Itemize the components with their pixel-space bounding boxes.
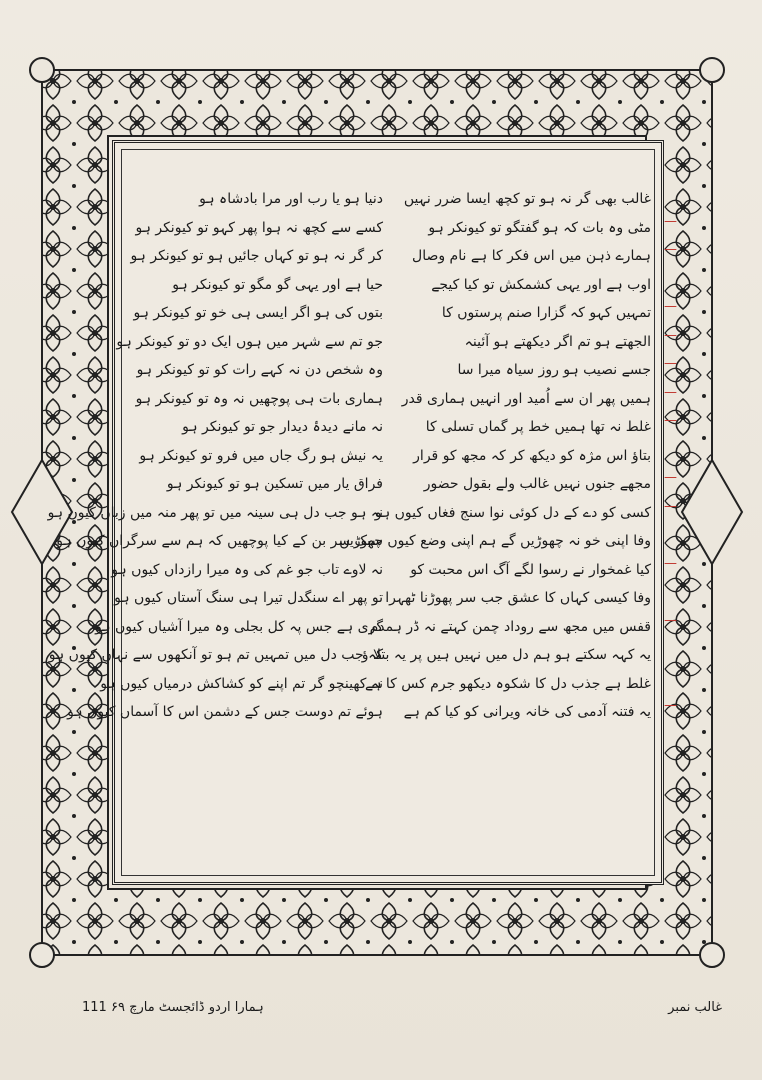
verse-line: فراق یار میں تسکین ہو تو کیونکر ہو bbox=[166, 476, 383, 492]
verse-line: جو تم سے شہر میں ہوں ایک دو تو کیونکر ہو bbox=[116, 333, 383, 350]
verse-line: کیا غمخوار نے رسوا لگے آگ اس محبت کو bbox=[410, 561, 651, 578]
verse-line: نہ ہو جب دل ہی سینہ میں تو پھر منہ میں زباں کیوں ہو bbox=[47, 504, 383, 521]
verse-line: کسی کو دے کے دل کوئی نوا سنج فغاں کیوں ہو bbox=[374, 504, 651, 521]
footer-journal bbox=[74, 1000, 264, 1015]
verse-line: قفس میں مجھ سے روداد چمن کہتے نہ ڈر ہمدم bbox=[369, 618, 651, 635]
text-frame bbox=[47, 140, 677, 885]
red-margin-mark: — bbox=[664, 555, 677, 571]
verse-line: وہ شخص دن نہ کہے رات کو تو کیونکر ہو bbox=[136, 362, 383, 378]
page-number: 111 bbox=[82, 1000, 107, 1015]
red-margin-mark: — bbox=[664, 413, 677, 428]
verse-line: غلط نہ تھا ہمیں خط پر گماں تسلی کا bbox=[425, 419, 651, 435]
verse-line: بتوں کی ہو اگر ایسی ہی خو تو کیونکر ہو bbox=[133, 305, 383, 321]
verse-line: غلط ہے جذب دل کا شکوہ دیکھو جرم کس کا ہے bbox=[364, 675, 651, 692]
verse-line: وفا کیسی کہاں کا عشق جب سر پھوڑنا ٹھہرا bbox=[385, 590, 651, 606]
verse-line: کسے سے کچھ نہ ہوا پھر کہو تو کیونکر ہو bbox=[135, 219, 383, 236]
verse-line: نہ لاوے تاب جو غم کی وہ میرا رازداں کیوں ہو bbox=[111, 561, 383, 578]
verse-line: دنیا ہو یا رب اور مرا بادشاہ ہو bbox=[199, 191, 383, 207]
footer-journal-text: ہمارا اردو ڈائجسٹ مارچ ۶۹ bbox=[110, 1000, 264, 1015]
verse-line: وفا اپنی خو نہ چھوڑیں گے ہم اپنی وضع کیوں چھوڑیں bbox=[339, 533, 651, 549]
verse-line: تمہیں کہو کہ گزارا صنم پرستوں کا bbox=[441, 305, 651, 321]
right-verse-column bbox=[339, 185, 677, 727]
verse-line: ہمیں پھر ان سے اُمید اور انہیں ہماری قدر bbox=[401, 390, 651, 407]
verse-line: نہ کھینچو گر تم اپنے کو کشاکش درمیاں کیوں ہو bbox=[100, 675, 383, 692]
red-margin-mark: — bbox=[664, 612, 677, 628]
verse-line: حیا ہے اور یہی گو مگو تو کیونکر ہو bbox=[172, 276, 383, 293]
red-margin-mark: — bbox=[664, 299, 677, 314]
red-margin-mark: — bbox=[664, 498, 677, 514]
verse-line: یہ کہہ سکتے ہو ہم دل میں نہیں ہیں پر یہ بتلا ؤ bbox=[361, 647, 651, 663]
red-margin-mark: — bbox=[664, 242, 677, 257]
verse-line: گری ہے جس پہ کل بجلی وہ میرا آشیاں کیوں ہو bbox=[95, 618, 383, 635]
verse-line: ہمارے ذہن میں اس فکر کا ہے نام وصال bbox=[412, 248, 651, 264]
verse-line: یہ نیش ہو رگ جاں میں فرو تو کیونکر ہو bbox=[139, 447, 383, 464]
verse-line: مٹی وہ بات کہ ہو گفتگو تو کیونکر ہو bbox=[428, 219, 651, 236]
verse-line: اوب ہے اور یہی کشمکش تو کیا کیجے bbox=[431, 276, 651, 293]
verse-line: جسے نصیب ہو روز سیاہ میرا سا bbox=[457, 362, 651, 378]
verse-line: غالب بھی گر نہ ہو تو کچھ ایسا ضرر نہیں bbox=[403, 191, 651, 207]
red-margin-mark: — bbox=[664, 356, 677, 371]
red-margin-mark: — bbox=[664, 698, 677, 713]
verse-line: الجھتے ہو تم اگر دیکھتے ہو آئینہ bbox=[464, 333, 651, 350]
verse-line: کر گر نہ ہو تو کہاں جائیں ہو تو کیونکر ہو bbox=[130, 248, 383, 264]
red-margin-mark: — bbox=[664, 384, 677, 400]
red-margin-mark: — bbox=[664, 327, 677, 343]
verse-line: سبک سر بن کے کیا پوچھیں کہ ہم سے سرگراں کیوں ہو bbox=[56, 533, 383, 549]
red-margin-mark: — bbox=[664, 470, 677, 485]
verse-line: یہ فتنہ آدمی کی خانہ ویرانی کو کیا کم ہے bbox=[403, 704, 651, 720]
footer-issue-title: غالب نمبر bbox=[668, 1000, 722, 1015]
verse-line: ہماری بات ہی پوچھیں نہ وہ تو کیونکر ہو bbox=[135, 390, 383, 407]
verse-line: بتاؤ اس مژہ کو دیکھ کر کہ مجھ کو قرار bbox=[413, 447, 651, 464]
verse-line: کہ جب دل میں تمہیں تم ہو تو آنکھوں سے نہاں کیوں ہو bbox=[48, 647, 383, 663]
verse-line: تو پھر اے سنگدل تیرا ہی سنگ آستاں کیوں ہو bbox=[114, 590, 383, 606]
red-margin-mark: — bbox=[664, 213, 677, 229]
left-verse-column bbox=[47, 185, 383, 727]
verse-line: مجھے جنوں نہیں غالب ولے بقول حضور bbox=[423, 476, 651, 492]
verse-line: ہوئے تم دوست جس کے دشمن اس کا آسماں کیوں ہو bbox=[67, 704, 383, 720]
verse-line: نہ مانے دیدۂ دیدار جو تو کیونکر ہو bbox=[182, 419, 383, 435]
